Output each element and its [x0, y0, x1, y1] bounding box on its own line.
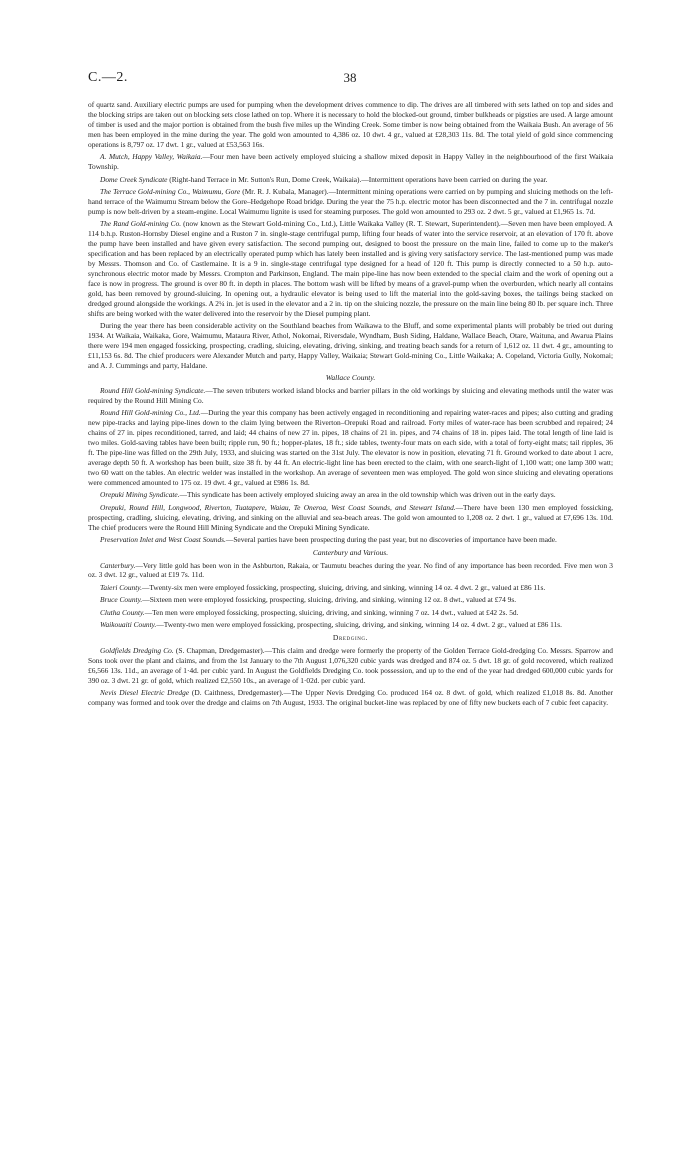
paragraph-text: —This syndicate has been actively employed sluicing away an area in the old township which was driven out in the early days.	[179, 490, 556, 500]
paragraph-text: —Ten men were employed fossicking, prospecting, sluicing, driving, and sinking, winning 7 oz. 14 dwt., valued at £42 2s. 5d.	[144, 607, 519, 617]
paragraph	[88, 219, 613, 318]
paragraph-text: (now known as the Stewart Gold-mining Co., Ltd.), Little Waikaka Valley (R. T. Stewart, Superintendent).—Seven men have been employed. A 114 b.h.p. Ruston-Hornsby Diesel engine and a Ruston 7 in. single-stage centrifugal pump, lifting four heads of water into the service reservoir, at an elevation of 170 ft. above the pump have been installed and have given every satisfaction. The second pumping out, designed to boost the pressure on the main line, failed to come up to the maker's specification and has been replaced by an electrically operated pump which has lately been installed and is giving very satisfactory service. The last-mentioned pump was made by Messrs. Thomson and Co. of Castlemaine. It is a 9 in. single-stage centrifugal type designed for a head of 120 ft. This pump is directly connected to a 50 h.p. auto-synchronous electric motor made by Messrs. Crompton and Parkinson, England. The main pipe-line has now been extended to the special claim and the work of opening out a face is now in progress. The ground is over 80 ft. in depth in places. The bottom wash will be lifted by means of a gravel-pump when the overburden, which nearly all contains gold, has been removed by ground-sluicing. In opening out, a hydraulic elevator is being used to lift the material into the gold-saving boxes, the tailings being stacked on dredged ground alongside the workings. A 2¼ in. jet is used in the elevator and a 2 in. tip on the sluicing nozzle, the pressure on the main line being 80 lb. per square inch. Three shifts are being worked with the water delivered into the reservoir by the Diesel pumping plant.	[88, 219, 613, 318]
section-heading: Dredging.	[332, 632, 369, 642]
paragraph-lead: Waikouaiti County.	[100, 620, 157, 630]
page-number: 38	[343, 70, 357, 85]
paragraph-lead: A. Mutch, Happy Valley, Waikaia.	[100, 152, 203, 162]
paragraph-lead: Round Hill Gold-mining Co., Ltd.	[100, 408, 201, 418]
paragraph-text: —During the year this company has been actively engaged in reconditioning and repairing water-races and pipes; also cutting and grading new pipe-tracks and laying pipe-lines down to the claim lying between the Riverton–Orepuki Road and railroad. Forty miles of water-race has been scrubbed and repaired; 24 chains of 27 in. pipes reconditioned, tarred, and laid; 44 chains of new 27 in. pipes, 18 chains of 21 in. pipes, and 74 chains of 18 in. pipes laid. The total length of line laid is two miles. Gold-saving tables have been built; ripple run, 90 ft.; hopper-plates, 18 ft.; side tables, twenty-four mats on each side, with a total of forty-eight mats; tail ripples, 36 ft. The pipe-line was filled on the 29th July, 1933, and sluicing was started on the 31st July. The elevator is now in position, elevating 71 ft. Ground worked to date about 1 acre, average depth 50 ft. A workshop has been built, size 38 ft. by 44 ft. An electric-light line has been erected to the claim, with one search-light of 1,100 watt; one lamp 300 watt; two 60 watt on the tables. An electric welder was installed in the workshop. An average of seventeen men was employed. The gold won since sluicing and elevating operations were commenced amounted to 175 oz. 19 dwt. 4 gr., valued at £986 1s. 8d.	[88, 408, 613, 487]
paragraph-lead: Orepuki, Round Hill, Longwood, Riverton, Tuatapere, Waiau, Te Oneroa, West Coast Sounds, and Stewart Island.	[100, 502, 456, 512]
section-heading: Canterbury and Various.	[312, 547, 389, 557]
paragraph-lead: Nevis Diesel Electric Dredge	[100, 688, 190, 698]
paragraph-text: —The seven tributers worked island blocks and barrier pillars in the old workings by sluicing and elevating methods until the water was required by the Round Hill Mining Co.	[88, 386, 614, 405]
paragraph	[88, 490, 613, 500]
paragraph-text: —There have been 130 men employed fossicking, prospecting, cradling, sluicing, elevating, driving, and sinking on the alluvial and sea-beach areas. The gold won amounted to 1,208 oz. 2 dwt. 1 gr., valued at £7,696 13s. 10d. The chief producers were the Round Hill Mining Syndicate and the Orepuki Mining Syndicate.	[88, 502, 613, 532]
paragraph	[88, 175, 613, 185]
paragraph	[88, 386, 613, 406]
paragraph	[88, 100, 613, 150]
paragraph-lead: Taieri County.	[100, 582, 143, 592]
paragraph-lead: Canterbury.	[100, 560, 136, 570]
paragraph-lead: Bruce County.	[100, 595, 143, 605]
paragraph-text: —Twenty-two men were employed fossicking, prospecting, sluicing, driving, and sinking, winning 14 oz. 4 dwt. 2 gr., valued at £86 11s.	[156, 620, 563, 630]
paragraph-text: —Twenty-six men were employed fossicking, prospecting, sluicing, driving, and sinking, winning 14 oz. 4 dwt. 2 gr., valued at £86 11s.	[142, 582, 546, 592]
paragraph	[88, 583, 613, 593]
document-body	[88, 100, 613, 710]
paragraph-lead: Dome Creek Syndicate	[100, 174, 168, 184]
paragraph-lead: Clutha County.	[100, 607, 145, 617]
paragraph	[88, 321, 613, 371]
paragraph-text: (Mr. R. J. Kubala, Manager).—Intermittent mining operations were carried on by pumping and sluicing methods on the left-hand terrace of the Waimumu Stream below the Gore–Hedgehope Road bridge. During the year the 75 h.p. electric motor has been disconnected and the 7 in. centrifugal nozzle pump is now belt-driven by a steam-engine. Local Waimumu lignite is used for steaming purposes. The gold won amounted to 293 oz. 2 dwt. 5 gr., valued at £1,965 1s. 7d.	[88, 187, 613, 216]
paragraph-lead: Preservation Inlet and West Coast Sounds.	[100, 535, 226, 545]
paragraph-lead: The Terrace Gold-mining Co., Waimumu, Gore	[100, 187, 241, 197]
paragraph-text: —Several parties have been prospecting during the past year, but no discoveries of importance have been made.	[225, 535, 557, 545]
paragraph	[88, 152, 613, 172]
paragraph-lead: Goldfields Dredging Co.	[100, 645, 174, 655]
paragraph-text: During the year there has been considerable activity on the Southland beaches from Waikawa to the Bluff, and some experimental plants will probably be tried out during 1934. At Waikaia, Waikaka, Gore, Waimumu, Mataura River, Athol, Nokomai, Riversdale, Wyndham, Bush Siding, Haldane, Wallace Beach, Otare, Waituna, and Awarua Plains there were 194 men engaged fossicking, prospecting, cradling, sluicing, elevating, driving, sinking, and treating beach sands for a return of 1,612 oz. 11 dwt. 4 gr., amounting to £11,153 6s. 8d. The chief producers were Alexander Mutch and party, Happy Valley, Waikaia; Stewart Gold-mining Co., Little Waikaka; A. Copeland, Victoria Gully, Nokomai; and A. J. Cummings and party, Haldane.	[88, 321, 613, 370]
paragraph-lead: Orepuki Mining Syndicate.	[100, 490, 180, 500]
paragraph-text: (D. Caithness, Dredgemaster).—The Upper Nevis Dredging Co. produced 164 oz. 8 dwt. of gold, which realized £1,018 8s. 8d. Another company was formed and took over the dredge and claims on 7th August, 1933. The original bucket-line was replaced by one of fifty new buckets each of 7 cubic feet capacity.	[88, 688, 613, 707]
paragraph-lead: Round Hill Gold-mining Syndicate.	[100, 386, 206, 396]
paragraph	[88, 595, 613, 605]
paragraph	[88, 408, 613, 487]
paragraph	[88, 688, 613, 708]
paragraph	[88, 608, 613, 618]
paragraph	[88, 620, 613, 630]
paragraph	[88, 561, 613, 581]
paragraph-text: (Right-hand Terrace in Mr. Sutton's Run, Dome Creek, Waikaia).—Intermittent operations have been carried on during the year.	[167, 174, 548, 184]
document-reference: C.—2.	[88, 70, 128, 85]
paragraph	[88, 646, 613, 686]
page-header	[88, 70, 612, 90]
paragraph-lead: The Rand Gold-mining Co.	[100, 219, 182, 229]
paragraph-text: of quartz sand. Auxiliary electric pumps are used for pumping when the development drives commence to dip. The drives are all timbered with sets lathed on top and sides and the blocking strips are taken out on blocking sets close lathed on top. Where it is necessary to hold the blocked-out ground, timber bulkheads or pigsties are used. A large amount of timber is used and the major portion is obtained from the bush five miles up the Winding Creek. Some timber is now being obtained from the Waikaia Bush. An average of 56 men has been employed in the mine during the year. The gold won amounted to 4,386 oz. 10 dwt. 4 gr., valued at £28,303 11s. 8d. The total yield of gold since commencing operations is 8,797 oz. 17 dwt. 1 gr., valued at £53,563 16s.	[88, 100, 613, 149]
paragraph	[88, 503, 613, 533]
paragraph-text: (S. Chapman, Dredgemaster).—This claim and dredge were formerly the property of the Golden Terrace Gold-dredging Co. Messrs. Sparrow and Sons took over the plant and claims, and from the 1st January to the 7th August 1,076,320 cubic yards was dredged and 874 oz. 5 dwt. 18 gr. of gold recovered, which realized £6,566 13s. 11d., an average of 1·4d. per cubic yard. In August the Goldfields Dredging Co. took possession, and up to the end of the year had dredged 600,000 cubic yards for 390 oz. 3 dwt. 21 gr. of gold, which realized £2,550 10s., an average of 1·02d. per cubic yard.	[88, 645, 613, 685]
paragraph	[88, 535, 613, 545]
paragraph-text: —Sixteen men were employed fossicking, prospecting, sluicing, driving, and sinking, winning 12 oz. 8 dwt., valued at £74 9s.	[142, 595, 517, 605]
paragraph-text: —Very little gold has been won in the Ashburton, Rakaia, or Taumutu beaches during the year. No find of any importance has been recorded. Five men won 3 oz. 3 dwt. 12 gr., valued at £19 7s. 11d.	[88, 560, 613, 580]
paragraph-text: —Four men have been actively employed sluicing a shallow mixed deposit in Happy Valley in the neighbourhood of the first Waikaia Township.	[88, 152, 613, 172]
paragraph	[88, 187, 613, 217]
section-heading: Wallace County.	[325, 373, 376, 383]
